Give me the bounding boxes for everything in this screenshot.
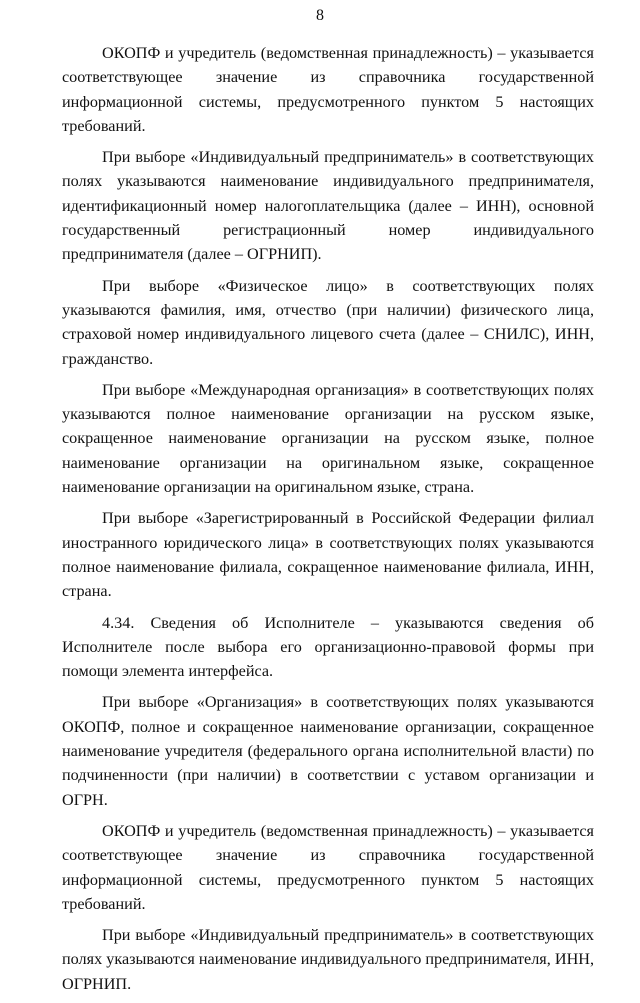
paragraph-section-4-34: 4.34. Сведения об Исполнителе – указываются сведения об Исполнителе после выбора его организационно-правовой формы при помощи элемента интерфейса.	[62, 613, 594, 681]
paragraph-international-organization: При выборе «Международная организация» в соответствующих полях указываются полное наименование организации на русском языке, сокращенное наименование организации на русском языке, полное наименование организации на оригинальном языке, сокращенное наименование организации на оригинальном языке, страна.	[62, 380, 594, 497]
paragraph-foreign-branch: При выборе «Зарегистрированный в Российской Федерации филиал иностранного юридического лица» в соответствующих полях указываются полное наименование филиала, сокращенное наименование филиала, ИНН, страна.	[62, 509, 594, 601]
paragraph-individual-entrepreneur: При выборе «Индивидуальный предприниматель» в соответствующих полях указываются наименование индивидуального предпринимателя, идентификационный номер налогоплательщика (далее – ИНН), основной государственный регистрационный номер индивидуального предпринимателя (далее – ОГРНИП).	[62, 148, 594, 264]
page-number: 8	[316, 7, 324, 24]
paragraph-organization: При выборе «Организация» в соответствующих полях указываются ОКОПФ, полное и сокращенное наименование организации, сокращенное наименование учредителя (федерального органа исполнительной власти) по подчиненности (при наличии) в соответствии с уставом организации и ОГРН.	[62, 693, 594, 809]
document-body	[62, 41, 594, 1003]
paragraph-okopf-founder-repeat: ОКОПФ и учредитель (ведомственная принадлежность) – указывается соответствующее значение из справочника государственной информационной системы, предусмотренного пунктом 5 настоящих требований.	[62, 821, 594, 913]
paragraph-physical-person: При выборе «Физическое лицо» в соответствующих полях указываются фамилия, имя, отчество (при наличии) физического лица, страховой номер индивидуального лицевого счета (далее – СНИЛС), ИНН, гражданство.	[62, 276, 594, 368]
paragraph-individual-entrepreneur-short: При выборе «Индивидуальный предприниматель» в соответствующих полях указываются наименование индивидуального предпринимателя, ИНН, ОГРНИП.	[62, 926, 594, 993]
paragraph-okopf-founder: ОКОПФ и учредитель (ведомственная принадлежность) – указывается соответствующее значение из справочника государственной информационной системы, предусмотренного пунктом 5 настоящих требований.	[62, 44, 594, 135]
